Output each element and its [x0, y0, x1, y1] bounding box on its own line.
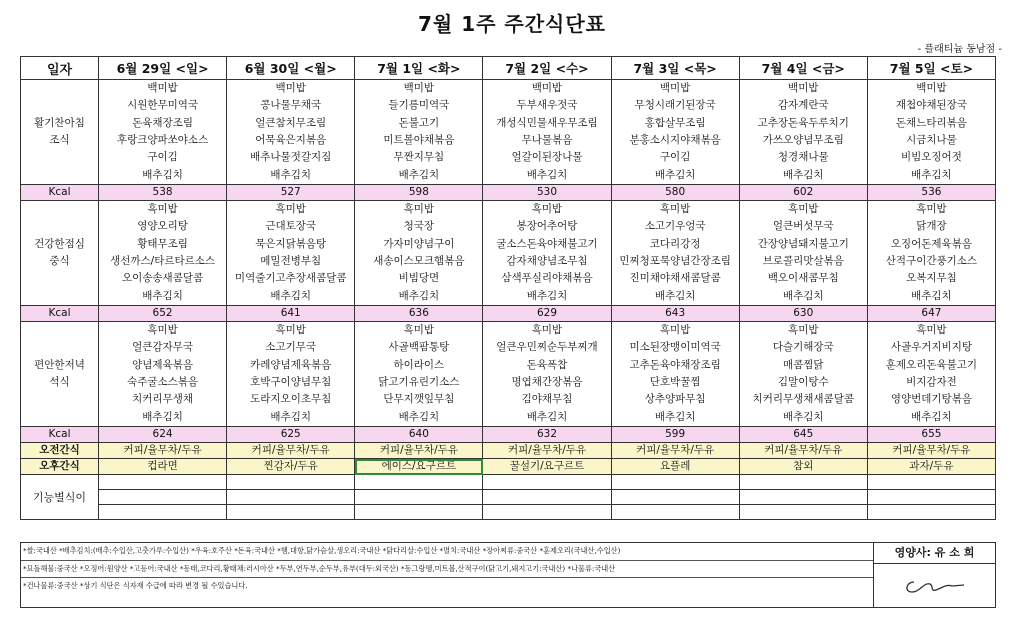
menu-item: 감자계란국 — [777, 99, 829, 112]
menu-item: 가쓰오양념무조림 — [762, 134, 844, 146]
meal-row — [21, 322, 996, 427]
menu-item: 흑미밥 — [531, 203, 563, 216]
kcal-row — [21, 427, 996, 443]
meal-label — [21, 322, 99, 427]
special-diet-cell — [611, 475, 739, 490]
menu-cell — [739, 80, 867, 185]
menu-item: 흑미밥 — [147, 324, 178, 337]
menu-item: 배추김치 — [782, 410, 824, 423]
origin-note: *건나물류:중국산 *상기 식단은 식자재 수급에 따라 변경 될 수있습니다. — [23, 581, 248, 590]
special-diet-cell — [867, 505, 995, 520]
menu-item: 흑미밥 — [403, 203, 435, 216]
menu-item: 카레양념제육볶음 — [250, 358, 332, 371]
menu-item: 돈육폭찹 — [526, 358, 568, 371]
snack-cell: 참외 — [739, 459, 867, 475]
menu-item: 흑미밥 — [788, 324, 819, 337]
kcal-value: 625 — [227, 427, 355, 443]
menu-item: 고추돈육야채장조림 — [629, 358, 721, 371]
menu-item: 매콤찜닭 — [782, 358, 824, 371]
menu-item: 민찌청포묵양념간장조림 — [619, 255, 731, 267]
branch-name: - 플래티늄 동남점 - — [917, 44, 1002, 55]
menu-item: 배추김치 — [526, 289, 568, 302]
menu-item: 배추김치 — [654, 168, 696, 181]
day-header: 7월 1일 <화> — [355, 57, 483, 80]
menu-item: 얼큰감자무국 — [132, 341, 193, 354]
menu-item: 김야채무침 — [521, 393, 573, 406]
menu-cell — [99, 201, 227, 306]
menu-item: 콩나물무채국 — [260, 99, 322, 112]
menu-item: 흑미밥 — [916, 324, 947, 337]
menu-item: 산적구이간풍기소스 — [885, 255, 978, 267]
menu-item: 배추김치 — [142, 168, 183, 181]
meal-label-line: 활기찬아침 — [34, 117, 85, 129]
snack-cell: 커피/율무차/두유 — [483, 443, 611, 459]
kcal-value: 536 — [867, 185, 995, 201]
menu-item: 배추김치 — [398, 289, 440, 302]
menu-item: 훈제오리돈육불고기 — [885, 358, 978, 371]
menu-item: 다슬기해장국 — [772, 341, 834, 354]
menu-item: 메밀전병부침 — [260, 255, 322, 267]
snack-cell: 요플레 — [611, 459, 739, 475]
menu-item: 양념제육볶음 — [132, 358, 193, 371]
menu-cell — [483, 80, 611, 185]
menu-item: 근대토장국 — [265, 220, 317, 233]
special-diet-cell — [355, 490, 483, 505]
menu-item: 치커리무생채새콤달콤 — [752, 393, 854, 406]
special-diet-cell — [99, 490, 227, 505]
menu-item: 시원한무미역국 — [127, 99, 199, 112]
signature-icon — [900, 572, 970, 598]
menu-item: 미소된장맹이미역국 — [629, 341, 721, 354]
menu-cell — [611, 80, 739, 185]
menu-item: 구이김 — [659, 151, 691, 164]
menu-item: 백미밥 — [659, 82, 691, 95]
snack-cell: 찐감자/두유 — [227, 459, 355, 475]
menu-item: 돈불고기 — [398, 116, 440, 129]
menu-item: 닭개장 — [916, 220, 947, 233]
menu-item: 황태무조림 — [137, 237, 188, 250]
special-diet-cell — [739, 475, 867, 490]
menu-item: 미트볼야채볶음 — [383, 134, 455, 146]
kcal-value: 624 — [99, 427, 227, 443]
menu-item: 배추김치 — [398, 168, 440, 181]
kcal-value: 629 — [483, 306, 611, 322]
meal-label-line: 조식 — [49, 134, 70, 146]
special-diet-cell — [355, 505, 483, 520]
snack-am-row — [21, 443, 996, 459]
menu-item: 비빔당면 — [398, 272, 440, 285]
menu-item: 배추나물젓갈지짐 — [250, 151, 332, 164]
kcal-value: 530 — [483, 185, 611, 201]
menu-cell — [355, 201, 483, 306]
kcal-value: 602 — [739, 185, 867, 201]
snack-label: 오전간식 — [21, 443, 99, 459]
menu-item: 두부새우젓국 — [516, 99, 578, 112]
menu-item: 삼색푸실리야채볶음 — [501, 272, 593, 285]
menu-item: 배추김치 — [398, 410, 440, 423]
menu-item: 흑미밥 — [275, 324, 306, 337]
menu-item: 비지감자전 — [906, 376, 957, 388]
special-diet-cell — [739, 505, 867, 520]
menu-item: 어묵육은지볶음 — [255, 134, 327, 146]
snack-cell: 커피/율무차/두유 — [227, 443, 355, 459]
menu-item: 배추김치 — [782, 289, 824, 302]
special-diet-cell — [611, 490, 739, 505]
menu-item: 소고기무국 — [265, 341, 317, 354]
menu-item: 흑미밥 — [916, 203, 947, 216]
menu-item: 고추장돈육두루치기 — [757, 116, 849, 129]
day-header: 7월 3일 <목> — [611, 57, 739, 80]
menu-item: 배추김치 — [911, 410, 952, 423]
menu-item: 영양번데기탕볶음 — [890, 393, 972, 406]
kcal-value: 580 — [611, 185, 739, 201]
snack-cell: 컵라면 — [99, 459, 227, 475]
kcal-value: 655 — [867, 427, 995, 443]
snack-cell: 커피/율무차/두유 — [739, 443, 867, 459]
menu-cell — [355, 80, 483, 185]
header-row — [21, 57, 996, 80]
special-diet-cell — [867, 490, 995, 505]
menu-item: 김말이탕수 — [777, 376, 829, 388]
menu-item: 치커리무생채 — [132, 393, 193, 406]
menu-item: 배추김치 — [270, 289, 311, 302]
menu-item: 흑미밥 — [147, 203, 178, 216]
menu-item: 시금치나물 — [906, 134, 957, 146]
snack-cell: 커피/율무차/두유 — [611, 443, 739, 459]
kcal-value: 599 — [611, 427, 739, 443]
meal-label — [21, 80, 99, 185]
menu-cell — [483, 201, 611, 306]
menu-item: 얼큰우민찌순두부찌개 — [496, 341, 598, 354]
kcal-label: Kcal — [21, 427, 99, 443]
snack-cell: 커피/율무차/두유 — [867, 443, 995, 459]
menu-item: 배추김치 — [911, 289, 952, 302]
menu-item: 감자채양념조무침 — [506, 255, 588, 267]
meal-label-line: 석식 — [49, 376, 70, 388]
menu-item: 후랑크양파쏘야소스 — [116, 134, 209, 146]
menu-item: 분홍소시지야채볶음 — [629, 134, 721, 146]
kcal-value: 636 — [355, 306, 483, 322]
meal-row — [21, 201, 996, 306]
origin-notes — [20, 542, 874, 608]
menu-item: 흑미밥 — [531, 324, 563, 337]
menu-item: 청국장 — [403, 220, 435, 233]
menu-item: 명엽채간장볶음 — [511, 376, 583, 388]
day-header: 6월 30일 <월> — [227, 57, 355, 80]
menu-item: 숙주굴소스볶음 — [127, 376, 199, 388]
special-diet-row — [21, 505, 996, 520]
special-diet-cell — [99, 505, 227, 520]
menu-item: 흑미밥 — [788, 203, 819, 216]
menu-item: 배추김치 — [911, 168, 952, 181]
menu-item: 얼큰참치무조림 — [255, 116, 327, 129]
special-diet-row — [21, 475, 996, 490]
menu-cell — [355, 322, 483, 427]
special-diet-cell — [227, 490, 355, 505]
menu-item: 배추김치 — [526, 168, 568, 181]
menu-item: 가자미양념구이 — [383, 237, 455, 250]
meal-row — [21, 80, 996, 185]
special-diet-cell — [483, 505, 611, 520]
kcal-label: Kcal — [21, 185, 99, 201]
menu-item: 코다리강정 — [649, 237, 701, 250]
menu-item: 흑미밥 — [403, 324, 435, 337]
snack-cell: 커피/율무차/두유 — [99, 443, 227, 459]
menu-item: 배추김치 — [654, 410, 696, 423]
kcal-value: 647 — [867, 306, 995, 322]
menu-item: 생선까스/타르타르소스 — [110, 255, 216, 267]
menu-item: 새송이스모크햄볶음 — [373, 255, 465, 267]
menu-item: 배추김치 — [654, 289, 696, 302]
dietitian-name: 영양사: 유 소 희 — [874, 543, 995, 564]
origin-note: *쌀:국내산 *배추김치:(배추:수입산,고춧가루:수입산) *우육:호주산 *돈육:국내산 *햄,대항,닭가슴살,생오리:국내산 *닭다리살:수입산 *멸치:국내산 *장아찌류:중국산 *훈제오리(국내산,수입산) — [21, 543, 873, 561]
menu-item: 청경채나물 — [777, 151, 829, 164]
menu-cell — [227, 201, 355, 306]
menu-item: 닭고기유린기소스 — [378, 376, 460, 388]
menu-item: 굴소스돈육야채불고기 — [496, 237, 598, 250]
menu-item: 백미밥 — [916, 82, 947, 95]
menu-item: 백미밥 — [403, 82, 435, 95]
special-diet-cell — [355, 475, 483, 490]
kcal-row — [21, 306, 996, 322]
kcal-value: 643 — [611, 306, 739, 322]
menu-cell — [611, 201, 739, 306]
menu-item: 소고기우엉국 — [644, 220, 706, 233]
menu-item: 영양오리탕 — [137, 220, 188, 233]
kcal-value: 527 — [227, 185, 355, 201]
weekly-menu-table — [20, 56, 996, 520]
special-diet-cell — [483, 475, 611, 490]
menu-item: 비빔오징어젓 — [900, 151, 962, 164]
menu-item: 미역줄기고추장새콤달콤 — [234, 272, 347, 285]
special-diet-cell — [867, 475, 995, 490]
menu-item: 백미밥 — [275, 82, 306, 95]
menu-item: 호박구이양념무침 — [250, 376, 332, 388]
kcal-value: 652 — [99, 306, 227, 322]
menu-item: 얼큰버섯무국 — [772, 220, 834, 233]
kcal-value: 645 — [739, 427, 867, 443]
menu-item: 개성식민물새우무조림 — [496, 116, 598, 129]
menu-cell — [739, 201, 867, 306]
menu-item: 백미밥 — [788, 82, 819, 95]
kcal-label: Kcal — [21, 306, 99, 322]
menu-item: 단호박꿀찜 — [649, 376, 701, 388]
menu-item: 백미밥 — [531, 82, 563, 95]
menu-item: 들기름미역국 — [388, 99, 450, 112]
menu-cell — [99, 322, 227, 427]
menu-item: 배추김치 — [270, 168, 311, 181]
menu-cell — [227, 322, 355, 427]
snack-cell: 꿀설기/요구르트 — [483, 459, 611, 475]
menu-cell — [99, 80, 227, 185]
menu-cell — [867, 201, 995, 306]
day-header: 7월 4일 <금> — [739, 57, 867, 80]
special-diet-cell — [227, 505, 355, 520]
menu-item: 얼갈이된장나물 — [511, 151, 583, 164]
page-title: 7월 1주 주간식단표 — [418, 12, 606, 36]
special-diet-cell — [99, 475, 227, 490]
kcal-value: 641 — [227, 306, 355, 322]
day-header: 7월 5일 <토> — [867, 57, 995, 80]
menu-item: 홍합살무조림 — [644, 116, 706, 129]
menu-item: 오징어돈제육볶음 — [890, 237, 972, 250]
day-header: 7월 2일 <수> — [483, 57, 611, 80]
special-diet-cell — [483, 490, 611, 505]
meal-label-line: 편안한저녁 — [34, 359, 85, 371]
menu-cell — [227, 80, 355, 185]
menu-item: 간장양념돼지불고기 — [757, 237, 849, 250]
date-header-label: 일자 — [21, 57, 99, 80]
menu-item: 재첩야채된장국 — [895, 99, 967, 112]
dietitian-box — [874, 542, 996, 608]
menu-item: 상추양파무침 — [644, 393, 706, 406]
special-diet-cell — [611, 505, 739, 520]
menu-cell — [611, 322, 739, 427]
kcal-value: 640 — [355, 427, 483, 443]
menu-item: 배추김치 — [270, 410, 311, 423]
menu-item: 흑미밥 — [275, 203, 306, 216]
special-diet-row — [21, 490, 996, 505]
menu-item: 배추김치 — [526, 410, 568, 423]
snack-cell[interactable]: 에이스/요구르트 — [355, 459, 483, 475]
menu-item: 구이김 — [147, 151, 178, 164]
special-diet-cell — [227, 475, 355, 490]
menu-item: 흑미밥 — [659, 324, 691, 337]
menu-item: 돈채느타리볶음 — [895, 116, 967, 129]
kcal-value: 538 — [99, 185, 227, 201]
menu-item: 진미채야채새콤달콤 — [629, 272, 721, 285]
origin-note: *묘돌해물:중국산 *오징어:원양산 *고등어:국내산 *동태,코다리,황태채:러시아산 *두부,연두부,순두부,유부(대두:외국산) *동그랑땡,미트볼,산적구이(닭고기,돼지고기:국내산) *나물류:국내산 — [21, 561, 873, 579]
snack-pm-row — [21, 459, 996, 475]
menu-item: 무청시래기된장국 — [634, 99, 716, 112]
menu-item: 묵은지닭볶음탕 — [255, 237, 327, 250]
special-diet-cell — [739, 490, 867, 505]
menu-cell — [867, 80, 995, 185]
menu-cell — [867, 322, 995, 427]
kcal-row — [21, 185, 996, 201]
snack-cell: 커피/율무차/두유 — [355, 443, 483, 459]
menu-item: 봉장어추어탕 — [516, 220, 578, 233]
menu-item: 흑미밥 — [659, 203, 691, 216]
special-diet-label: 기능별식이 — [21, 475, 99, 520]
snack-cell: 과자/두유 — [867, 459, 995, 475]
kcal-value: 598 — [355, 185, 483, 201]
kcal-value: 630 — [739, 306, 867, 322]
menu-cell — [483, 322, 611, 427]
menu-item: 무나물볶음 — [521, 134, 573, 146]
menu-item: 배추김치 — [142, 410, 183, 423]
meal-label — [21, 201, 99, 306]
menu-item: 배추김치 — [142, 289, 183, 302]
menu-item: 사골백팜통탕 — [388, 341, 450, 354]
day-header: 6월 29일 <일> — [99, 57, 227, 80]
snack-label: 오후간식 — [21, 459, 99, 475]
menu-item: 배추김치 — [782, 168, 824, 181]
meal-label-line: 중식 — [49, 255, 70, 267]
kcal-value: 632 — [483, 427, 611, 443]
menu-item: 백미밥 — [147, 82, 178, 95]
meal-label-line: 건강한점심 — [34, 238, 85, 250]
menu-item: 오이송송새콤달콤 — [121, 272, 204, 285]
menu-item: 무짠지무침 — [393, 151, 445, 164]
menu-item: 오복지무침 — [906, 272, 957, 285]
menu-item: 백오이새콤무침 — [767, 272, 839, 285]
menu-cell — [739, 322, 867, 427]
menu-item: 단무지깻잎무침 — [383, 393, 455, 406]
menu-item: 돈육채장조림 — [132, 116, 193, 129]
menu-item: 도라지오이초무침 — [250, 393, 332, 406]
menu-item: 사골우거지비지탕 — [890, 341, 972, 354]
menu-item: 브로콜리맛살볶음 — [762, 255, 844, 267]
menu-item: 하이라이스 — [393, 358, 445, 371]
